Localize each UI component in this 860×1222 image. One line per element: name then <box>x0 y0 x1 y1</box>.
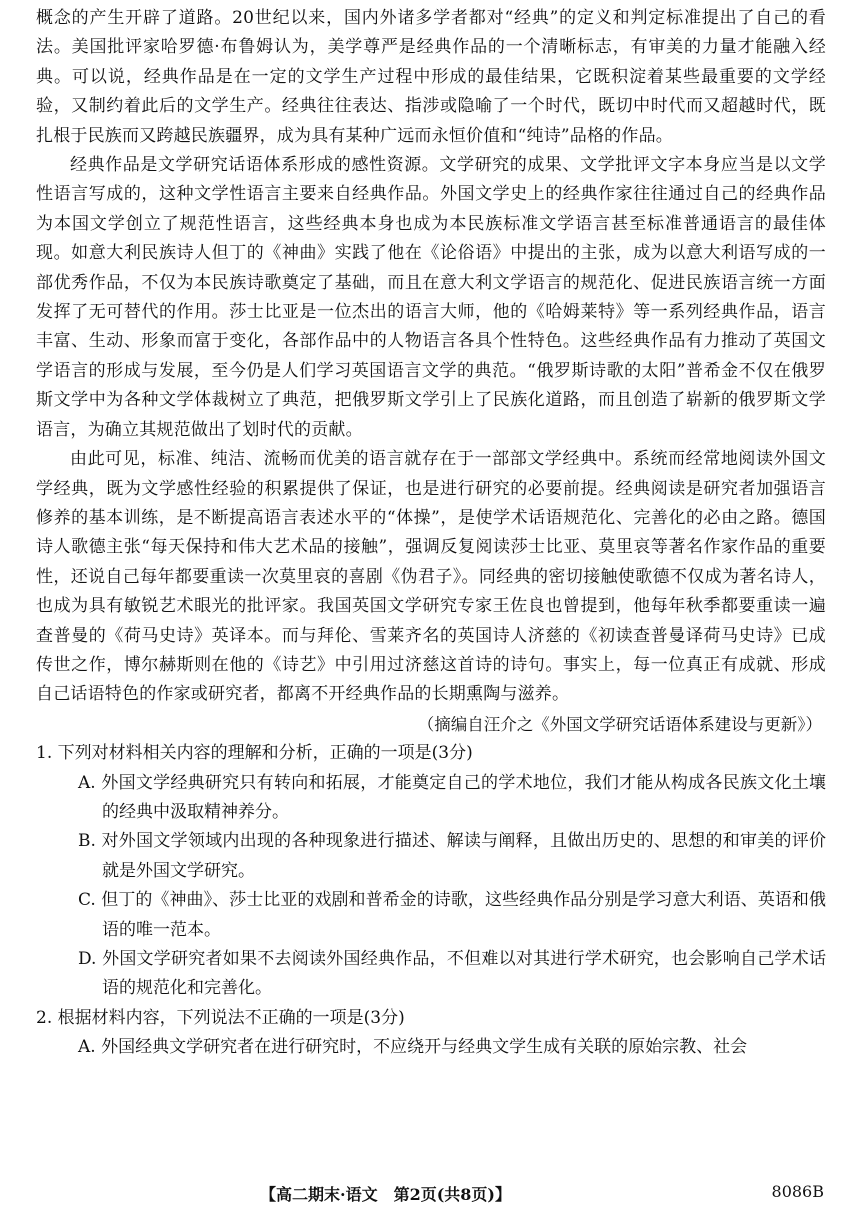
question-2-stem: 2. 根据材料内容，下列说法不正确的一项是(3分) <box>36 1007 405 1028</box>
question-1-option-d: D. 外国文学研究者如果不去阅读外国经典作品，不但难以对其进行学术研究，也会影响自己学术话语的规范化和完善化。 <box>78 949 826 999</box>
paragraph-1: 概念的产生开辟了道路。20世纪以来，国内外诸多学者都对“经典”的定义和判定标准提出了自己的看法。美国批评家哈罗德·布鲁姆认为，美学尊严是经典作品的一个清晰标志，有审美的力量才能融入经典。可以说，经典作品是在一定的文学生产过程中形成的最佳结果，它既积淀着某些最重要的文学经验，又制约着此后的文学生产。经典往往表达、指涉或隐喻了一个时代，既切中时代而又超越时代，既扎根于民族而又跨越民族疆界，成为具有某种广远而永恒价值和“纯诗”品格的作品。 <box>36 8 826 146</box>
source-citation: （摘编自汪介之《外国文学研究话语体系建设与更新》） <box>417 714 822 734</box>
article-content <box>36 4 826 1063</box>
question-1 <box>36 739 826 1004</box>
footer-title: 【高二期末·语文 第2页(共8页)】 <box>260 1185 511 1204</box>
paragraph-3: 由此可见，标准、纯洁、流畅而优美的语言就存在于一部部文学经典中。系统而经常地阅读外国文学经典，既为文学感性经验的积累提供了保证，也是进行研究的必要前提。经典阅读是研究者加强语言修养的基本训练，是不断提高语言表述水平的“体操”，是使学术话语规范化、完善化的必由之路。德国诗人歌德主张“每天保持和伟大艺术品的接触”，强调反复阅读莎士比亚、莫里哀等著名作家作品的重要性，还说自己每年都要重读一次莫里哀的喜剧《伪君子》。同经典的密切接触使歌德不仅成为著名诗人，也成为具有敏锐艺术眼光的批评家。我国英国文学研究专家王佐良也曾提到，他每年秋季都要重读一遍查普曼的《荷马史诗》英译本。而与拜伦、雪莱齐名的英国诗人济慈的《初读查普曼译荷马史诗》已成传世之作，博尔赫斯则在他的《诗艺》中引用过济慈这首诗的诗句。事实上，每一位真正有成就、形成自己话语特色的作家或研究者，都离不开经典作品的长期熏陶与滋养。 <box>36 449 826 705</box>
question-1-option-b: B. 对外国文学领域内出现的各种现象进行描述、解读与阐释，且做出历史的、思想的和审美的评价就是外国文学研究。 <box>78 831 826 881</box>
question-1-stem: 1. 下列对材料相关内容的理解和分析，正确的一项是(3分) <box>36 743 473 764</box>
page-footer <box>0 1182 860 1206</box>
paragraph-2: 经典作品是文学研究话语体系形成的感性资源。文学研究的成果、文学批评文字本身应当是以文学性语言写成的，这种文学性语言主要来自经典作品。外国文学史上的经典作家往往通过自己的经典作品为本国文学创立了规范性语言，这些经典本身也成为本民族标准文学语言甚至标准普通语言的最佳体现。如意大利民族诗人但丁的《神曲》实践了他在《论俗语》中提出的主张，成为以意大利语写成的一部优秀作品，不仅为本民族诗歌奠定了基础，而且在意大利文学语言的规范化、促进民族语言统一方面发挥了无可替代的作用。莎士比亚是一位杰出的语言大师，他的《哈姆莱特》等一系列经典作品，语言丰富、生动、形象而富于变化，各部作品中的人物语言各具个性特色。这些经典作品有力推动了英国文学语言的形成与发展，至今仍是人们学习英国语言文学的典范。“俄罗斯诗歌的太阳”普希金不仅在俄罗斯文学中为各种文学体裁树立了典范，把俄罗斯文学引上了民族化道路，而且创造了崭新的俄罗斯文学语言，为确立其规范做出了划时代的贡献。 <box>36 155 826 440</box>
question-2 <box>36 1004 826 1063</box>
question-1-option-a: A. 外国文学经典研究只有转向和拓展，才能奠定自己的学术地位，我们才能从构成各民族文化土壤的经典中汲取精神养分。 <box>78 772 826 822</box>
question-2-option-a: A. 外国经典文学研究者在进行研究时，不应绕开与经典文学生成有关联的原始宗教、社会 <box>78 1037 748 1058</box>
footer-code: 8086B <box>771 1182 824 1201</box>
question-1-option-c: C. 但丁的《神曲》、莎士比亚的戏剧和普希金的诗歌，这些经典作品分别是学习意大利语、英语和俄语的唯一范本。 <box>78 890 826 940</box>
